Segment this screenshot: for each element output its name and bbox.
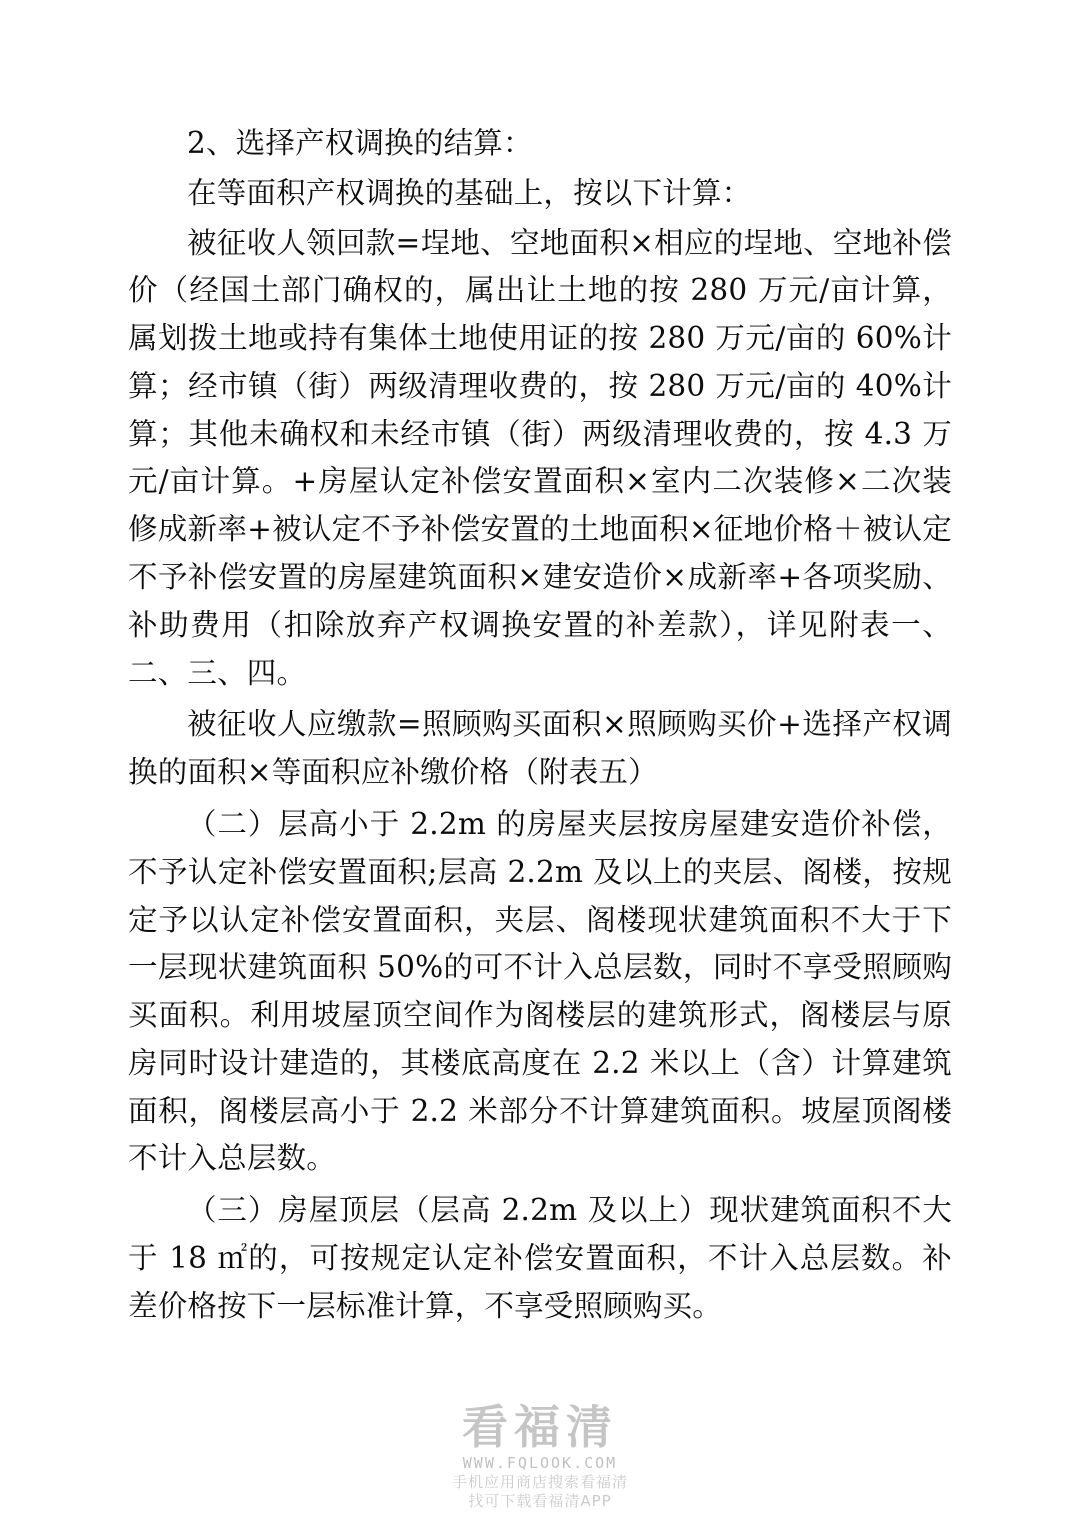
watermark-subtitle-line1: 手机应用商店搜索看福清 bbox=[451, 1472, 628, 1491]
paragraph-refund-formula: 被征收人领回款=埕地、空地面积×相应的埕地、空地补偿价（经国土部门确权的，属出让土地的按 280 万元/亩计算，属划拨土地或持有集体土地使用证的按 280 万元/亩的 60%计算；经市镇（街）两级清理收费的，按 280 万元/亩的 40%计算；其他未确权和未经市镇（街）两级清理收费的，按 4.3 万元/亩计算。+房屋认定补偿安置面积×室内二次装修×二次装修成新率+被认定不予补偿安置的土地面积×征地价格＋被认定不予补偿安置的房屋建筑面积×建安造价×成新率+各项奖励、补助费用（扣除放弃产权调换安置的补差款），详见附表一、二、三、四。 bbox=[128, 225, 952, 690]
document-body bbox=[128, 120, 952, 1331]
watermark bbox=[0, 1400, 1080, 1511]
paragraph-basis: 在等面积产权调换的基础上，按以下计算： bbox=[187, 175, 752, 210]
watermark-subtitle-line2: 找可下载看福清APP bbox=[468, 1492, 612, 1511]
paragraph-heading-2: 2、选择产权调换的结算： bbox=[187, 126, 533, 160]
watermark-title: 看福清 bbox=[462, 1400, 618, 1455]
paragraph-clause-three: （三）房屋顶层（层高 2.2m 及以上）现状建筑面积不大于 18 ㎡的，可按规定认定补偿安置面积，不计入总层数。补差价格按下一层标准计算，不享受照顾购买。 bbox=[128, 1193, 952, 1323]
paragraph-clause-two: （二）层高小于 2.2m 的房屋夹层按房屋建安造价补偿，不予认定补偿安置面积;层高 2.2m 及以上的夹层、阁楼，按规定予以认定补偿安置面积，夹层、阁楼现状建筑面积不大于下一层现状建筑面积 50%的可不计入总层数，同时不享受照顾购买面积。利用坡屋顶空间作为阁楼层的建筑形式，阁楼层与原房同时设计建造的，其楼底高度在 2.2 米以上（含）计算建筑面积，阁楼层高小于 2.2 米部分不计算建筑面积。坡屋顶阁楼不计入总层数。 bbox=[128, 806, 952, 1176]
watermark-url: WWW.FQLOOK.COM bbox=[462, 1453, 618, 1472]
paragraph-payable-formula: 被征收人应缴款=照顾购买面积×照顾购买价+选择产权调换的面积×等面积应补缴价格（附表五） bbox=[128, 707, 952, 790]
